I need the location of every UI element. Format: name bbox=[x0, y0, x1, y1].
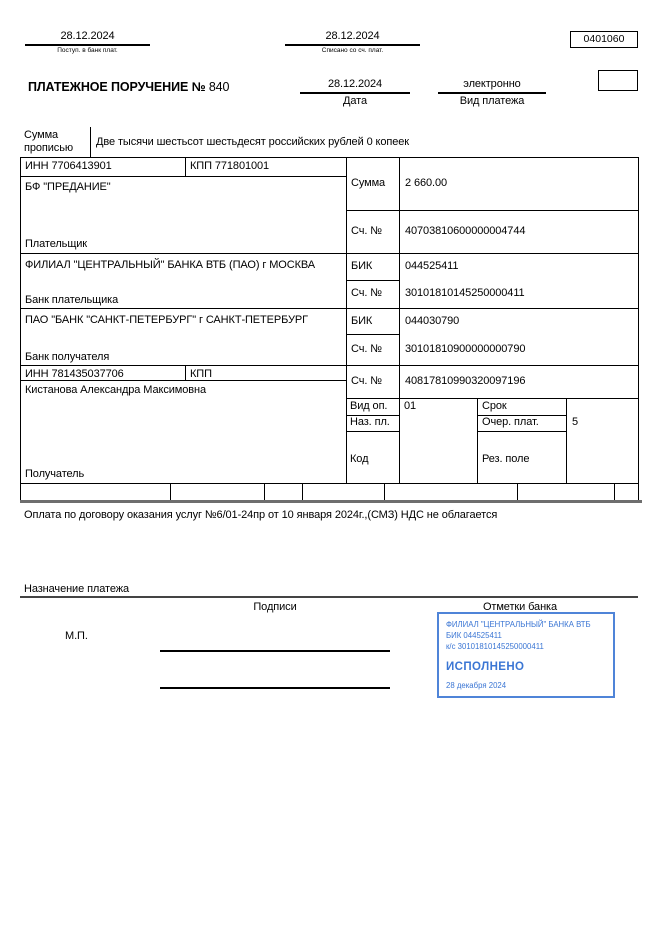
debited-date-label: Списано со сч. плат. bbox=[321, 47, 384, 54]
op-ocher-value: 5 bbox=[572, 416, 579, 428]
table-line bbox=[20, 157, 21, 483]
payer-inn: ИНН 7706413901 bbox=[25, 160, 112, 172]
op-ocher-label: Очер. плат. bbox=[482, 416, 539, 428]
table-line bbox=[566, 398, 567, 483]
table-line bbox=[20, 483, 638, 484]
payee-bank-corr-value: 30101810900000000790 bbox=[405, 343, 526, 355]
document-date: 28.12.2024 bbox=[327, 78, 383, 90]
mp-label: М.П. bbox=[65, 630, 88, 642]
debited-date: 28.12.2024 bbox=[325, 30, 380, 42]
amount-words-label-1: Сумма bbox=[24, 129, 59, 141]
table-line bbox=[614, 483, 615, 500]
payer-kpp: КПП 771801001 bbox=[190, 160, 270, 172]
payee-bank-bik-label: БИК bbox=[351, 315, 373, 327]
table-line bbox=[20, 308, 638, 309]
stamp-corr-account: к/с 30101810145250000411 bbox=[446, 642, 544, 651]
op-rez-label: Рез. поле bbox=[482, 453, 530, 465]
table-line bbox=[638, 483, 639, 500]
amount-words-label-2: прописью bbox=[24, 142, 73, 154]
stamp-status: ИСПОЛНЕНО bbox=[446, 661, 525, 673]
payer-bank-corr-value: 30101810145250000411 bbox=[405, 287, 525, 299]
payee-bank-corr-label: Сч. № bbox=[351, 343, 382, 355]
table-line bbox=[384, 483, 385, 500]
table-line bbox=[346, 334, 399, 335]
table-line bbox=[399, 157, 400, 483]
table-line bbox=[477, 431, 566, 432]
table-line bbox=[185, 157, 186, 176]
table-line bbox=[302, 483, 303, 500]
form-code-box: 0401060 bbox=[570, 31, 638, 48]
payment-kind: электронно bbox=[463, 78, 521, 90]
table-line bbox=[638, 157, 639, 483]
table-line bbox=[346, 210, 638, 211]
payer-bank-name: ФИЛИАЛ "ЦЕНТРАЛЬНЫЙ" БАНКА ВТБ (ПАО) г МОСКВА bbox=[25, 259, 315, 271]
payer-bank-corr-label: Сч. № bbox=[351, 287, 382, 299]
payee-bank-bik-value: 044030790 bbox=[405, 315, 460, 327]
table-line bbox=[346, 280, 399, 281]
amount-words-divider bbox=[90, 127, 91, 157]
payer-account-value: 40703810600000004744 bbox=[405, 225, 526, 237]
document-title bbox=[28, 80, 229, 94]
op-srok-label: Срок bbox=[482, 400, 507, 412]
table-line bbox=[20, 253, 638, 254]
payer-status-box bbox=[598, 70, 638, 91]
document-date-underline bbox=[300, 92, 410, 94]
amount-value: 2 660.00 bbox=[405, 177, 448, 189]
received-date: 28.12.2024 bbox=[60, 30, 115, 42]
payer-name: БФ "ПРЕДАНИЕ" bbox=[25, 181, 111, 193]
stamp-date: 28 декабря 2024 bbox=[446, 681, 507, 690]
table-line bbox=[20, 380, 346, 381]
payee-bank-label: Банк получателя bbox=[25, 351, 110, 363]
document-date-label: Дата bbox=[343, 95, 367, 107]
table-line bbox=[346, 431, 399, 432]
document-number: 840 bbox=[208, 80, 230, 94]
table-line bbox=[20, 176, 346, 177]
purpose-divider-thick bbox=[20, 596, 638, 598]
op-vid-label: Вид оп. bbox=[350, 400, 388, 412]
table-line bbox=[346, 157, 347, 483]
signature-line-2 bbox=[160, 687, 390, 689]
payer-label: Плательщик bbox=[25, 238, 88, 250]
bank-stamp bbox=[437, 612, 615, 698]
bank-marks-label: Отметки банка bbox=[482, 601, 558, 613]
payee-name: Кистанова Александра Максимовна bbox=[25, 384, 206, 396]
table-line bbox=[185, 365, 186, 380]
op-vid-value: 01 bbox=[404, 400, 417, 412]
payee-bank-name: ПАО "БАНК "САНКТ-ПЕТЕРБУРГ" г САНКТ-ПЕТЕРБУРГ bbox=[25, 314, 308, 326]
table-line bbox=[20, 365, 638, 366]
payee-account-value: 40817810990320097196 bbox=[405, 375, 526, 387]
table-line bbox=[477, 398, 478, 483]
table-line bbox=[20, 483, 21, 500]
op-kod-label: Код bbox=[350, 453, 369, 465]
debited-date-underline bbox=[285, 44, 420, 46]
table-line bbox=[346, 398, 638, 399]
purpose-text: Оплата по договору оказания услуг №6/01-24пр от 10 января 2024г.,(СМЗ) НДС не облагается bbox=[24, 509, 498, 521]
signatures-label: Подписи bbox=[253, 601, 297, 613]
amount-label: Сумма bbox=[351, 177, 386, 189]
op-naz-label: Наз. пл. bbox=[350, 416, 390, 428]
payment-kind-label: Вид платежа bbox=[459, 95, 525, 107]
payer-bank-bik-value: 044525411 bbox=[405, 260, 459, 272]
payee-account-label: Сч. № bbox=[351, 375, 382, 387]
amount-words-value: Две тысячи шестьсот шестьдесят российских рублей 0 копеек bbox=[96, 136, 410, 148]
payer-bank-bik-label: БИК bbox=[351, 260, 373, 272]
section-divider-thick bbox=[20, 500, 642, 503]
table-line bbox=[264, 483, 265, 500]
stamp-bik: БИК 044525411 bbox=[446, 631, 502, 640]
document-title-text: ПЛАТЕЖНОЕ ПОРУЧЕНИЕ № bbox=[28, 80, 206, 94]
payee-kpp-label: КПП bbox=[190, 368, 212, 380]
payee-inn: ИНН 781435037706 bbox=[25, 368, 124, 380]
table-line bbox=[170, 483, 171, 500]
table-line bbox=[20, 157, 638, 158]
payer-bank-label: Банк плательщика bbox=[25, 294, 119, 306]
signature-line-1 bbox=[160, 650, 390, 652]
payer-account-label: Сч. № bbox=[351, 225, 382, 237]
payee-label: Получатель bbox=[25, 468, 85, 480]
stamp-bank-name: ФИЛИАЛ "ЦЕНТРАЛЬНЫЙ" БАНКА ВТБ bbox=[446, 620, 591, 629]
purpose-label: Назначение платежа bbox=[24, 583, 130, 595]
payment-kind-underline bbox=[438, 92, 546, 94]
table-line bbox=[517, 483, 518, 500]
received-date-label: Поступ. в банк плат. bbox=[57, 47, 118, 54]
received-date-underline bbox=[25, 44, 150, 46]
